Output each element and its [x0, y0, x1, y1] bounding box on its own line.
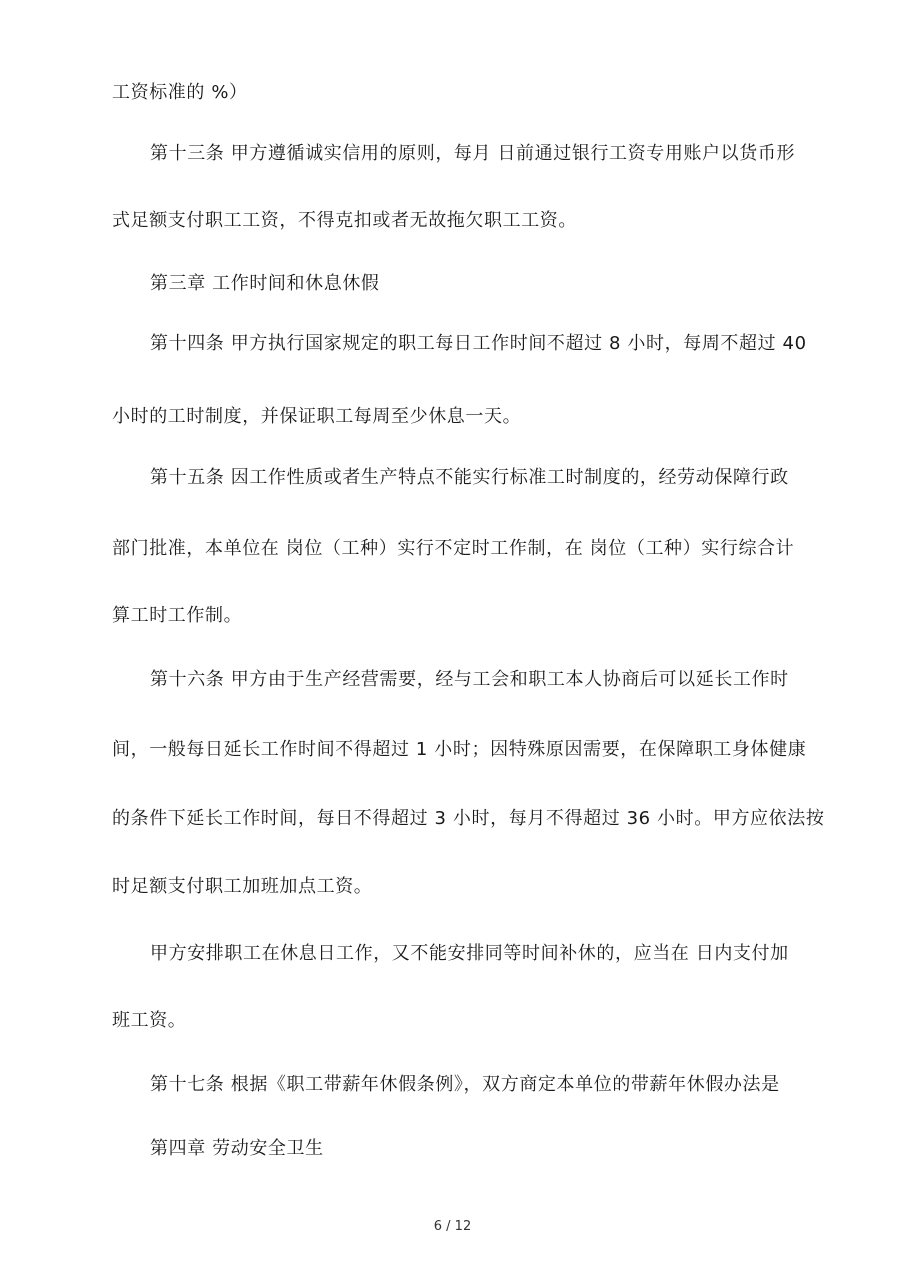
chapter-3-heading: 第三章 工作时间和休息休假	[150, 273, 380, 294]
page-number: 6 / 12	[433, 1219, 472, 1234]
article-15-line-2: 部门批准，本单位在 岗位（工种）实行不定时工作制，在 岗位（工种）实行综合计	[112, 538, 795, 559]
article-15-line-1: 第十五条 因工作性质或者生产特点不能实行标准工时制度的，经劳动保障行政	[150, 467, 789, 488]
rest-day-line-2: 班工资。	[112, 1010, 187, 1031]
article-16-line-4: 时足额支付职工加班加点工资。	[112, 876, 373, 897]
article-13-line-1: 第十三条 甲方遵循诚实信用的原则，每月 日前通过银行工资专用账户以货币形	[150, 143, 796, 164]
article-16-line-3: 的条件下延长工作时间，每日不得超过 3 小时，每月不得超过 36 小时。甲方应依法按	[112, 808, 825, 829]
article-16-line-1: 第十六条 甲方由于生产经营需要，经与工会和职工本人协商后可以延长工作时	[150, 669, 789, 690]
text-line-1: 工资标准的 %）	[112, 82, 248, 103]
article-13-line-2: 式足额支付职工工资，不得克扣或者无故拖欠职工工资。	[112, 210, 577, 231]
chapter-4-heading: 第四章 劳动安全卫生	[150, 1138, 324, 1159]
article-14-line-2: 小时的工时制度，并保证职工每周至少休息一天。	[112, 406, 522, 427]
rest-day-line-1: 甲方安排职工在休息日工作，又不能安排同等时间补休的，应当在 日内支付加	[150, 943, 789, 964]
article-17-line-1: 第十七条 根据《职工带薪年休假条例》，双方商定本单位的带薪年休假办法是	[150, 1074, 780, 1095]
article-14-line-1: 第十四条 甲方执行国家规定的职工每日工作时间不超过 8 小时，每周不超过 40	[150, 333, 807, 354]
article-15-line-3: 算工时工作制。	[112, 605, 243, 626]
article-16-line-2: 间，一般每日延长工作时间不得超过 1 小时；因特殊原因需要，在保障职工身体健康	[112, 739, 807, 760]
